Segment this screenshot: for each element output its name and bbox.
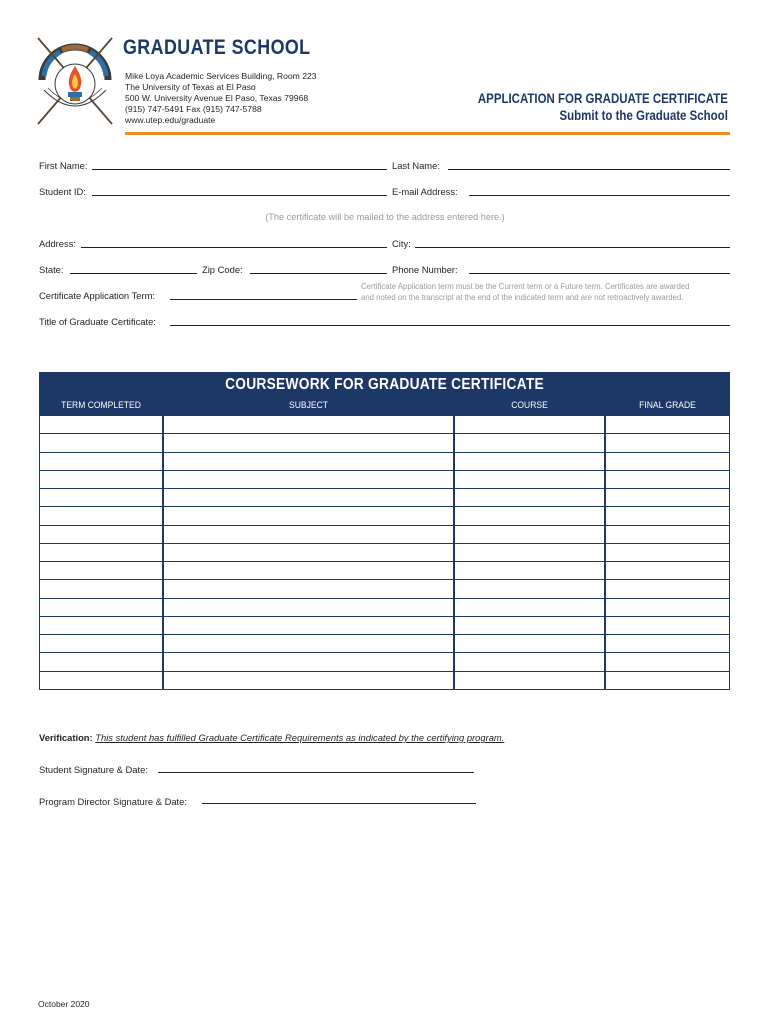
subject-cell[interactable] [163, 561, 454, 580]
final-grade-cell[interactable] [605, 525, 730, 544]
form-subtitle: Submit to the Graduate School [559, 107, 728, 123]
term-completed-cell[interactable] [39, 652, 163, 671]
final-grade-cell[interactable] [605, 506, 730, 525]
zip-field[interactable] [250, 273, 387, 274]
course-cell[interactable] [454, 452, 605, 471]
term-completed-cell[interactable] [39, 506, 163, 525]
final-grade-cell[interactable] [605, 470, 730, 489]
course-cell[interactable] [454, 488, 605, 507]
term-completed-cell[interactable] [39, 634, 163, 653]
header-divider [125, 132, 730, 135]
final-grade-cell[interactable] [605, 652, 730, 671]
email-label: E-mail Address: [392, 186, 458, 197]
subject-cell[interactable] [163, 634, 454, 653]
email-field[interactable] [469, 195, 730, 196]
term-completed-cell[interactable] [39, 598, 163, 617]
subject-cell[interactable] [163, 452, 454, 471]
address-line: Mike Loya Academic Services Building, Room 223 [125, 71, 317, 81]
course-cell[interactable] [454, 634, 605, 653]
course-cell[interactable] [454, 616, 605, 635]
school-title: GRADUATE SCHOOL [123, 36, 311, 59]
term-field[interactable] [170, 299, 357, 300]
course-cell[interactable] [454, 543, 605, 562]
final-grade-cell[interactable] [605, 634, 730, 653]
course-cell[interactable] [454, 598, 605, 617]
phone-label: Phone Number: [392, 264, 458, 275]
term-completed-cell[interactable] [39, 671, 163, 690]
final-grade-cell[interactable] [605, 415, 730, 434]
term-completed-cell[interactable] [39, 488, 163, 507]
course-cell[interactable] [454, 506, 605, 525]
website-link[interactable]: www.utep.edu/graduate [125, 115, 216, 125]
final-grade-cell[interactable] [605, 671, 730, 690]
subject-cell[interactable] [163, 470, 454, 489]
verification-text: This student has fulfilled Graduate Certificate Requirements as indicated by the certifying program. [95, 732, 505, 743]
subject-cell[interactable] [163, 433, 454, 452]
subject-cell[interactable] [163, 488, 454, 507]
subject-cell[interactable] [163, 616, 454, 635]
state-field[interactable] [70, 273, 197, 274]
course-cell[interactable] [454, 579, 605, 598]
student-id-label: Student ID: [39, 186, 86, 197]
verification-statement [39, 732, 504, 743]
coursework-header [39, 372, 730, 415]
subject-cell[interactable] [163, 506, 454, 525]
final-grade-cell[interactable] [605, 616, 730, 635]
address-line: (915) 747-5491 Fax (915) 747-5788 [125, 104, 262, 114]
address-line: 500 W. University Avenue El Paso, Texas 79968 [125, 93, 309, 103]
zip-label: Zip Code: [202, 264, 243, 275]
coursework-table [39, 415, 730, 689]
verification-label: Verification: [39, 732, 93, 743]
course-cell[interactable] [454, 671, 605, 690]
term-completed-cell[interactable] [39, 470, 163, 489]
term-note-line: and noted on the transcript at the end of the indicated term and are not retroactively awarded. [361, 293, 684, 302]
term-completed-cell[interactable] [39, 579, 163, 598]
first-name-label: First Name: [39, 160, 88, 171]
student-signature-field[interactable] [158, 772, 474, 773]
director-signature-field[interactable] [202, 803, 476, 804]
course-cell[interactable] [454, 470, 605, 489]
course-cell[interactable] [454, 525, 605, 544]
final-grade-cell[interactable] [605, 561, 730, 580]
column-header-final-grade: FINAL GRADE [639, 400, 696, 411]
course-cell[interactable] [454, 652, 605, 671]
final-grade-cell[interactable] [605, 543, 730, 562]
subject-cell[interactable] [163, 543, 454, 562]
last-name-field[interactable] [448, 169, 730, 170]
city-label: City: [392, 238, 411, 249]
certificate-title-label: Title of Graduate Certificate: [39, 316, 156, 327]
term-completed-cell[interactable] [39, 525, 163, 544]
column-header-term: TERM COMPLETED [61, 400, 141, 411]
subject-cell[interactable] [163, 671, 454, 690]
term-completed-cell[interactable] [39, 616, 163, 635]
term-completed-cell[interactable] [39, 543, 163, 562]
column-header-course: COURSE [511, 400, 548, 411]
address-label: Address: [39, 238, 76, 249]
subject-cell[interactable] [163, 579, 454, 598]
final-grade-cell[interactable] [605, 433, 730, 452]
form-title: APPLICATION FOR GRADUATE CERTIFICATE [477, 90, 728, 106]
graduate-school-seal-logo [34, 36, 116, 126]
footer-date: October 2020 [38, 999, 90, 1009]
term-completed-cell[interactable] [39, 561, 163, 580]
first-name-field[interactable] [92, 169, 387, 170]
director-signature-label: Program Director Signature & Date: [39, 796, 187, 807]
form-title-block [478, 90, 728, 124]
final-grade-cell[interactable] [605, 488, 730, 507]
last-name-label: Last Name: [392, 160, 440, 171]
final-grade-cell[interactable] [605, 452, 730, 471]
term-label: Certificate Application Term: [39, 290, 156, 301]
student-id-field[interactable] [92, 195, 387, 196]
term-note-line: Certificate Application term must be the Current term or a Future term. Certificates are awarded [361, 282, 690, 291]
coursework-title: COURSEWORK FOR GRADUATE CERTIFICATE [225, 376, 544, 393]
term-completed-cell[interactable] [39, 452, 163, 471]
state-label: State: [39, 264, 64, 275]
subject-cell[interactable] [163, 415, 454, 434]
course-cell[interactable] [454, 415, 605, 434]
term-completed-cell[interactable] [39, 415, 163, 434]
term-note [361, 281, 689, 303]
course-cell[interactable] [454, 433, 605, 452]
subject-cell[interactable] [163, 652, 454, 671]
address-field[interactable] [81, 247, 387, 248]
subject-cell[interactable] [163, 598, 454, 617]
student-signature-label: Student Signature & Date: [39, 764, 148, 775]
mail-note: (The certificate will be mailed to the address entered here.) [265, 212, 505, 222]
column-header-subject: SUBJECT [289, 400, 328, 411]
certificate-title-field[interactable] [170, 325, 730, 326]
final-grade-cell[interactable] [605, 579, 730, 598]
subject-cell[interactable] [163, 525, 454, 544]
course-cell[interactable] [454, 561, 605, 580]
final-grade-cell[interactable] [605, 598, 730, 617]
city-field[interactable] [415, 247, 730, 248]
term-completed-cell[interactable] [39, 433, 163, 452]
address-line: The University of Texas at El Paso [125, 82, 256, 92]
phone-field[interactable] [469, 273, 730, 274]
